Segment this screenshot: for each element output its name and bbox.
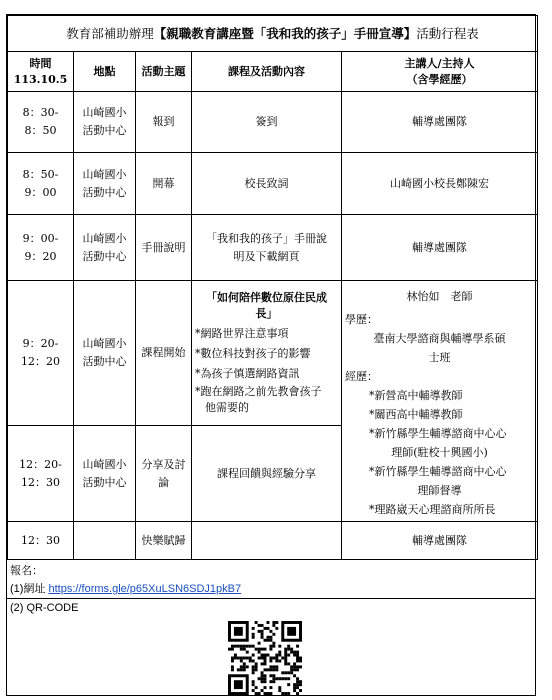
header-location: 地點 — [74, 52, 136, 92]
schedule-sheet — [6, 14, 536, 696]
table-row: 8：30- 8：50 山崎國小 活動中心 報到 簽到 輔導處團隊 — [8, 92, 538, 153]
title-main: 【親職教育講座暨「我和我的孩子」手冊宣導】 — [153, 25, 417, 41]
signup-url-row: (1)網址 https://forms.gle/p65XuLSN6SDJ1pkB7 — [7, 580, 535, 599]
header-speaker: 主講人/主持人 （含學經歷） — [342, 52, 538, 92]
document-title — [8, 16, 538, 52]
signup-link[interactable]: https://forms.gle/p65XuLSN6SDJ1pkB7 — [48, 583, 242, 595]
table-row: 8：50- 9：00 山崎國小 活動中心 開幕 校長致詞 山崎國小校長鄭陳宏 — [8, 153, 538, 215]
table-row: 12：30 快樂賦歸 輔導處團隊 — [8, 522, 538, 560]
qr-code-icon[interactable] — [228, 621, 302, 695]
table-row: 12：20- 12：30 山崎國小 活動中心 分享及討 論 課程回饋與經驗分享 — [8, 426, 538, 522]
title-prefix: 教育部補助辦理 — [66, 25, 154, 41]
header-content: 課程及活動內容 — [192, 52, 342, 92]
signup-label: 報名： — [10, 565, 43, 577]
table-row: 9：00- 9：20 山崎國小 活動中心 手冊說明 「我和我的孩子」手冊說 明及下載網頁 輔導處團隊 — [8, 215, 538, 281]
speaker-profile: 林怡如 老師 學歷： 臺南大學諮商與輔導學系碩 士班 經歷： *新營高中輔導教師 *關西高中輔導教師 *新竹縣學生輔導諮商中心心 理師(駐校十興國小) *新竹縣學生輔導諮商中心心 理師督導 *理路崴天心理諮商所所長 — [342, 281, 538, 522]
schedule-table — [7, 15, 538, 560]
qr-label: (2) QR-CODE — [10, 602, 79, 614]
course-content: 「如何陪伴數位原住民成 長」 *網路世界注意事項 *數位科技對孩子的影響 *為孩子慎選網路資訊 *跑在網路之前先教會孩子 他需要的 — [192, 281, 342, 426]
header-time: 時間 113.10.5 — [8, 52, 74, 92]
header-theme: 活動主題 — [136, 52, 192, 92]
table-row: 9：20- 12：20 山崎國小 活動中心 課程開始 「如何陪伴數位原住民成 長」 *網路世界注意事項 *數位科技對孩子的影響 *為孩子慎選網路資訊 *跑在網路之前先教會孩子 他需要的 林怡如 老師 學歷： 臺南大學諮商與輔導學系碩 士班 經歷： *新營高中輔導教師 *關西高中輔導教師 *新竹縣學生輔導諮商中心心 理師(駐校十興國小) *新竹縣學生輔導諮商中心心 理師督導 *理路崴天心理諮商所所長 — [8, 281, 538, 426]
table-header — [8, 52, 538, 92]
title-suffix: 活動行程表 — [416, 25, 479, 41]
signup-section — [7, 560, 535, 697]
